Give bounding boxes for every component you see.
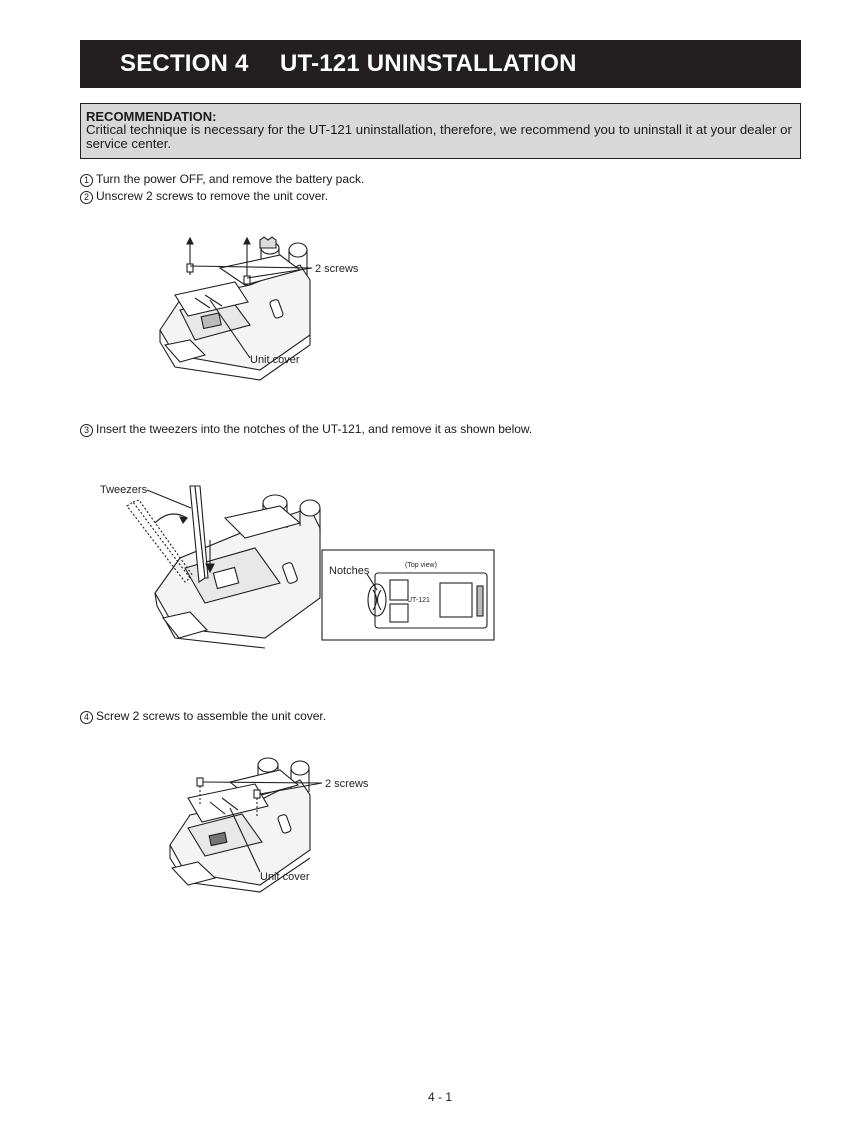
step-4 [80, 709, 326, 724]
step-marker: 2 [80, 191, 93, 204]
screws-label: 2 screws [325, 778, 369, 790]
step-text: Insert the tweezers into the notches of the UT-121, and remove it as shown below. [96, 422, 533, 436]
step-marker: 4 [80, 711, 93, 724]
cover-label: Unit cover [250, 354, 300, 366]
section-header [80, 40, 801, 88]
notches-label: Notches [329, 565, 370, 577]
step-text: Unscrew 2 screws to remove the unit cover. [96, 189, 329, 203]
step-1 [80, 172, 364, 187]
tweezers-label: Tweezers [100, 484, 148, 496]
step-marker: 1 [80, 174, 93, 187]
step-2 [80, 189, 328, 204]
unit-label: UT-121 [407, 597, 430, 604]
figure-remove-cover [150, 230, 380, 375]
step-text: Turn the power OFF, and remove the battery pack. [96, 172, 365, 186]
top-view-label: (Top view) [405, 562, 437, 569]
recommendation-body: Critical technique is necessary for the UT-121 uninstallation, therefore, we recommend you to uninstall it at your dealer or service center. [86, 122, 792, 151]
page-number: 4 - 1 [427, 1090, 452, 1104]
section-number: SECTION 4 [120, 50, 249, 77]
figure-tweezers [95, 478, 500, 648]
screws-label: 2 screws [315, 263, 359, 275]
section-title: UT-121 UNINSTALLATION [280, 50, 577, 77]
step-marker: 3 [80, 424, 93, 437]
step-3 [80, 422, 532, 437]
figure-assemble-cover [160, 750, 380, 890]
step-text: Screw 2 screws to assemble the unit cover. [96, 709, 327, 723]
recommendation-title: RECOMMENDATION: [86, 109, 217, 124]
cover-label: Unit cover [260, 871, 310, 883]
recommendation-box [80, 103, 801, 159]
